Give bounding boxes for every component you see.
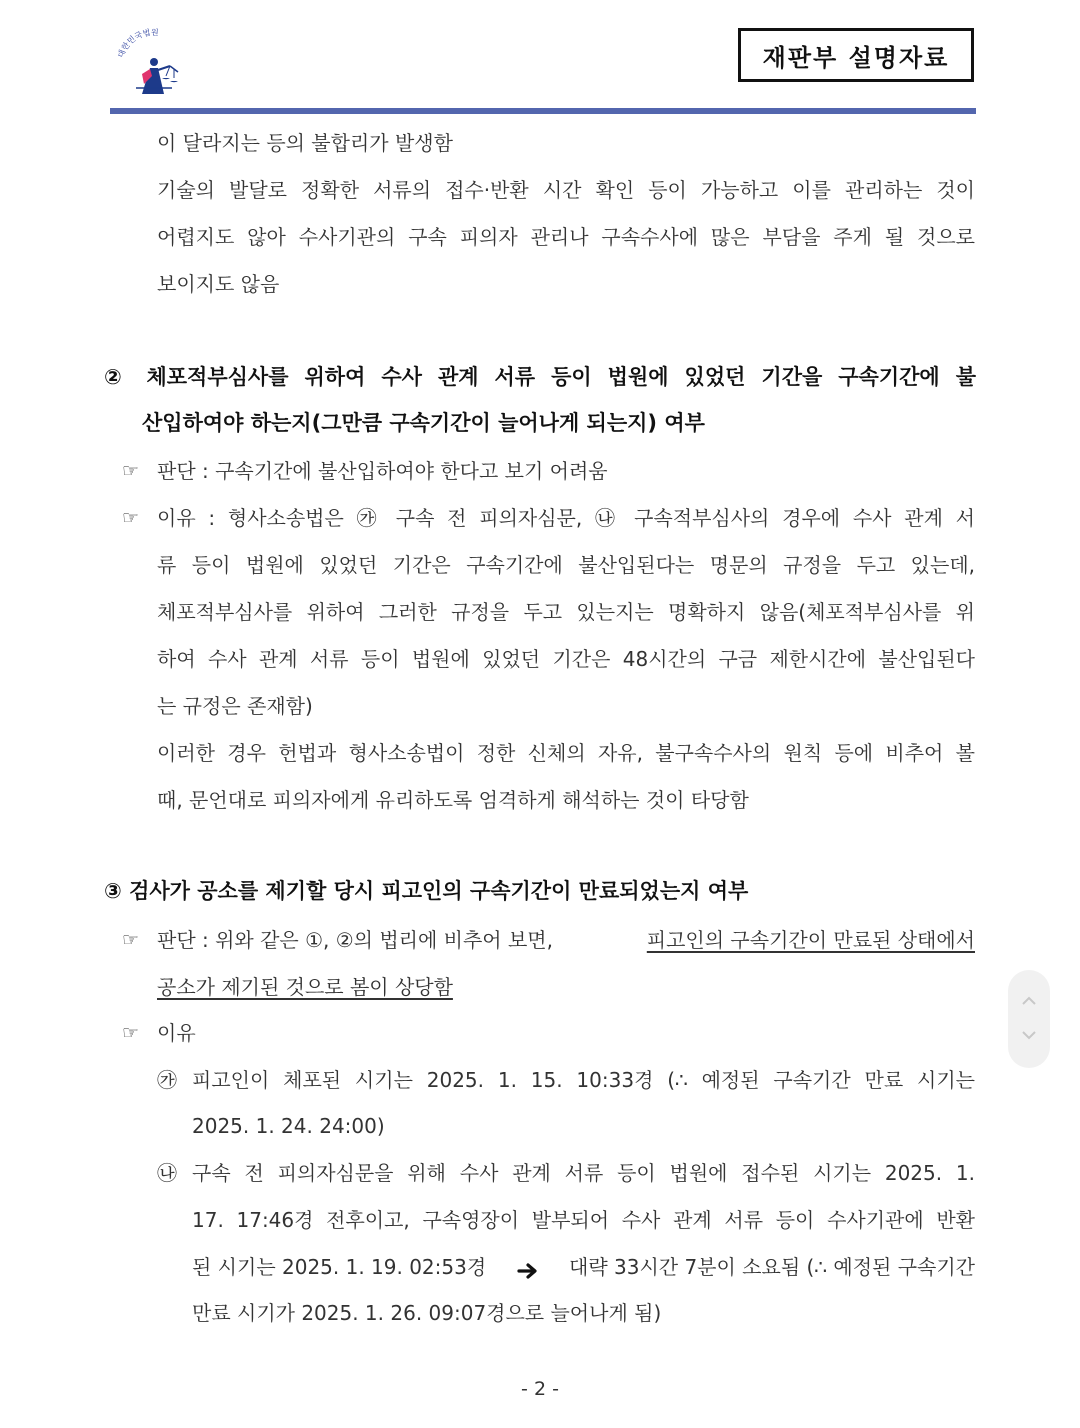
section-2-reason-line-4: 하여 수사 관계 서류 등이 법원에 있었던 기간은 48시간의 구금 제한시간에 불산입된다 xyxy=(157,647,975,671)
section-3-judgment-underlined: 피고인의 구속기간이 만료된 상태에서 xyxy=(646,928,975,952)
header-divider xyxy=(110,108,976,114)
court-emblem-icon xyxy=(112,26,194,98)
document-type-badge: 재판부 설명자료 xyxy=(738,28,974,82)
item-b-line-1: 구속 전 피의자심문을 위해 수사 관계 서류 등이 법원에 접수된 시기는 2025. 1. xyxy=(192,1161,975,1185)
logo-arc-text: 대한민국법원 xyxy=(116,27,159,59)
section-3-reason-label: 이유 xyxy=(157,1021,196,1045)
pointing-hand-icon: ☞ xyxy=(122,1022,140,1044)
section-2-title-line-1: ② 체포적부심사를 위하여 수사 관계 서류 등이 법원에 있었던 기간을 구속기간에 불 xyxy=(104,365,976,389)
item-b-line-3 xyxy=(192,1252,975,1282)
section-2-title-line-2: 산입하여야 하는지(그만큼 구속기간이 늘어나게 되는지) 여부 xyxy=(142,411,705,435)
section-2-reason-line-1: 이유 : 형사소송법은 ㉮ 구속 전 피의자심문, ㉯ 구속적부심사의 경우에 수사 관계 서 xyxy=(157,506,975,530)
item-b-line-3-after: 대략 33시간 7분이 소요됨 (∴ 예정된 구속기간 xyxy=(569,1255,975,1279)
intro-line-4: 보이지도 않음 xyxy=(157,272,280,296)
chevron-down-icon[interactable] xyxy=(1020,1026,1038,1044)
intro-line-2: 기술의 발달로 정확한 서류의 접수·반환 시간 확인 등이 가능하고 이를 관리하는 것이 xyxy=(157,178,975,202)
page-number: - 2 - xyxy=(521,1378,559,1400)
item-b-line-4: 만료 시기가 2025. 1. 26. 09:07경으로 늘어나게 됨) xyxy=(192,1301,662,1325)
item-b-line-2: 17. 17:46경 전후이고, 구속영장이 발부되어 수사 관계 서류 등이 수사기관에 반환 xyxy=(192,1208,975,1232)
intro-line-1: 이 달라지는 등의 불합리가 발생함 xyxy=(157,131,453,155)
right-arrow-icon xyxy=(517,1258,539,1276)
intro-line-3: 어렵지도 않아 수사기관의 구속 피의자 관리나 구속수사에 많은 부담을 주게 될 것으로 xyxy=(157,225,975,249)
pointing-hand-icon: ☞ xyxy=(122,929,140,951)
section-2-reason-line-6: 이러한 경우 헌법과 형사소송법이 정한 신체의 자유, 불구속수사의 원칙 등에 비추어 볼 xyxy=(157,741,975,765)
item-a-marker: ㉮ xyxy=(157,1068,177,1092)
item-b-line-3-before: 된 시기는 2025. 1. 19. 02:53경 xyxy=(192,1255,487,1279)
item-a-line-2: 2025. 1. 24. 24:00) xyxy=(192,1114,385,1138)
section-2-reason-line-2: 류 등이 법원에 있었던 기간은 구속기간에 불산입된다는 명문의 규정을 두고 있는데, xyxy=(157,553,975,577)
pointing-hand-icon: ☞ xyxy=(122,507,140,529)
section-2-reason-line-7: 때, 문언대로 피의자에게 유리하도록 엄격하게 해석하는 것이 타당함 xyxy=(157,788,749,812)
pointing-hand-icon: ☞ xyxy=(122,460,140,482)
chevron-up-icon[interactable] xyxy=(1020,992,1038,1010)
svg-text:대한민국법원 xyxy=(115,27,159,59)
section-2-reason-line-3: 체포적부심사를 위하여 그러한 규정을 두고 있는지는 명확하지 않음(체포적부심사를 위 xyxy=(157,600,975,624)
item-a-line-1: 피고인이 체포된 시기는 2025. 1. 15. 10:33경 (∴ 예정된 구속기간 만료 시기는 xyxy=(192,1068,975,1092)
scroll-widget[interactable] xyxy=(1008,970,1050,1068)
section-2-judgment: 판단 : 구속기간에 불산입하여야 한다고 보기 어려움 xyxy=(157,459,608,483)
section-3-judgment-line-2: 공소가 제기된 것으로 봄이 상당함 xyxy=(157,975,453,999)
section-2-reason-line-5: 는 규정은 존재함) xyxy=(157,694,313,718)
item-b-marker: ㉯ xyxy=(157,1161,177,1185)
section-3-judgment-text: 판단 : 위와 같은 ①, ②의 법리에 비추어 보면, xyxy=(157,928,553,952)
section-3-judgment-line-1 xyxy=(157,925,975,955)
section-3-title: ③ 검사가 공소를 제기할 당시 피고인의 구속기간이 만료되었는지 여부 xyxy=(104,879,749,903)
